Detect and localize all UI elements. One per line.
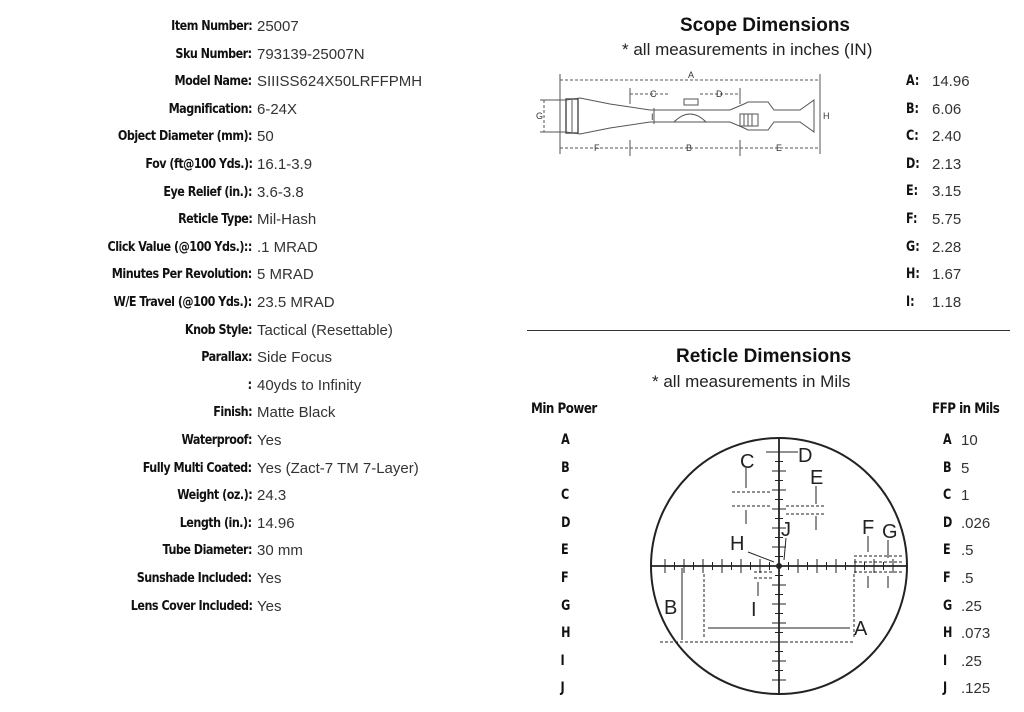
min-power-letter: E — [560, 542, 569, 559]
reticle-label-g: G — [882, 521, 898, 543]
spec-row — [0, 293, 520, 315]
spec-label: Minutes Per Revolution: — [112, 267, 252, 283]
reticle-label-j: J — [781, 519, 791, 541]
min-power-letter: G — [561, 597, 571, 614]
scope-label-d: D — [716, 89, 723, 99]
spec-label: Fov (ft@100 Yds.): — [144, 157, 252, 172]
spec-label: Fully Multi Coated: — [143, 460, 252, 476]
reticle-label-a: A — [854, 618, 868, 640]
scope-label-b: B — [686, 143, 693, 153]
ffp-letter: D — [943, 514, 953, 531]
spec-row — [0, 376, 520, 398]
spec-row — [0, 127, 520, 149]
scope-dimension-value: 2.13 — [932, 155, 962, 173]
spec-value: 40yds to Infinity — [257, 376, 362, 394]
scope-dimension-value: 2.28 — [932, 238, 962, 256]
reticle-label-h: H — [730, 533, 745, 555]
scope-label-e: E — [776, 143, 783, 153]
ffp-value: .073 — [961, 625, 991, 643]
spec-label: Magnification: — [168, 101, 252, 117]
spec-value: 6-24X — [257, 100, 298, 118]
scope-dimension-value: 1.67 — [932, 266, 962, 284]
reticle-label-i: I — [751, 599, 757, 621]
ffp-value: .25 — [961, 597, 982, 615]
scope-title: Scope Dimensions — [680, 15, 850, 36]
spec-row — [0, 72, 520, 94]
spec-label: Parallax: — [201, 350, 252, 366]
min-power-letter: F — [560, 570, 569, 586]
min-power-letter: I — [560, 652, 565, 669]
spec-value: Side Focus — [257, 349, 333, 367]
reticle-title: Reticle Dimensions — [676, 346, 852, 367]
ffp-letter: E — [943, 542, 951, 559]
ffp-letter: I — [943, 652, 948, 669]
spec-label: Knob Style: — [184, 322, 252, 338]
section-divider — [527, 330, 1010, 331]
scope-dimension-value: 1.18 — [932, 293, 962, 311]
spec-row — [0, 17, 520, 39]
spec-label: Lens Cover Included: — [130, 598, 252, 614]
ffp-letter: A — [943, 432, 952, 448]
ffp-letter: J — [943, 680, 948, 697]
scope-label-g: G — [536, 111, 544, 121]
scope-dimension-value: 14.96 — [932, 73, 970, 90]
spec-value: Tactical (Resettable) — [257, 321, 393, 339]
spec-row — [0, 541, 520, 563]
spec-row — [0, 100, 520, 122]
scope-dimension-letter: I: — [906, 293, 915, 310]
spec-value: Yes (Zact-7 TM 7-Layer) — [257, 459, 419, 477]
spec-row — [0, 514, 520, 536]
ffp-letter: F — [943, 570, 951, 586]
spec-label: Item Number: — [171, 19, 252, 34]
scope-dimension-letter: D: — [906, 155, 920, 172]
ffp-value: .125 — [961, 680, 991, 698]
min-power-letter: C — [561, 487, 570, 504]
min-power-letter: B — [561, 459, 570, 476]
spec-value: 14.96 — [257, 514, 295, 532]
reticle-subtitle: * all measurements in Mils — [652, 372, 851, 391]
ffp-value: 5 — [961, 459, 970, 477]
spec-value: Yes — [257, 597, 282, 615]
ffp-letter: G — [943, 597, 953, 614]
spec-value: 3.6-3.8 — [257, 183, 304, 201]
ffp-value: .026 — [961, 514, 991, 532]
spec-label: Length (in.): — [180, 515, 252, 531]
reticle-label-e: E — [810, 467, 824, 489]
spec-value: 5 MRAD — [257, 266, 314, 284]
scope-label-a: A — [688, 70, 695, 80]
spec-value: .1 MRAD — [257, 238, 318, 256]
spec-label: Reticle Type: — [177, 212, 252, 228]
min-power-letter: J — [560, 680, 565, 697]
spec-label: Click Value (@100 Yds.):: — [107, 239, 252, 255]
scope-label-i: I — [651, 112, 654, 122]
spec-label: Waterproof: — [181, 433, 252, 448]
ffp-letter: H — [943, 625, 953, 642]
spec-label: Weight (oz.): — [177, 488, 252, 504]
spec-row — [0, 210, 520, 232]
spec-label: Finish: — [213, 405, 252, 421]
spec-row — [0, 569, 520, 591]
spec-value: 16.1-3.9 — [257, 156, 313, 173]
spec-value: 793139-25007N — [257, 45, 365, 63]
min-power-letter: D — [561, 514, 571, 531]
scope-label-c: C — [650, 89, 657, 99]
spec-value: Yes — [257, 570, 282, 587]
min-power-letter: A — [561, 432, 570, 448]
spec-row — [0, 348, 520, 370]
spec-label: Eye Relief (in.): — [163, 184, 252, 200]
scope-dimension-letter: C: — [906, 128, 919, 145]
ffp-value: .5 — [961, 570, 974, 587]
reticle-diagram — [640, 432, 920, 702]
scope-label-f: F — [594, 143, 600, 153]
scope-dimension-letter: F: — [906, 211, 918, 227]
spec-row — [0, 597, 520, 619]
ffp-value: 10 — [961, 432, 978, 449]
spec-row — [0, 403, 520, 425]
scope-label-h: H — [823, 111, 830, 121]
scope-dimension-value: 2.40 — [932, 128, 962, 146]
scope-dimension-value: 5.75 — [932, 211, 962, 228]
spec-row — [0, 265, 520, 287]
reticle-label-d: D — [798, 445, 813, 467]
spec-label: Tube Diameter: — [162, 543, 252, 559]
ffp-letter: B — [943, 459, 952, 476]
scope-dimension-letter: A: — [906, 73, 920, 89]
spec-value: 30 mm — [257, 542, 303, 560]
scope-dimension-letter: E: — [906, 183, 919, 200]
min-power-header: Min Power — [531, 401, 597, 417]
spec-row — [0, 155, 520, 177]
spec-row — [0, 486, 520, 508]
spec-row — [0, 431, 520, 453]
spec-label: Sku Number: — [175, 46, 252, 62]
scope-dimension-letter: H: — [906, 266, 920, 283]
min-power-letter: H — [561, 625, 571, 642]
ffp-header: FFP in Mils — [932, 401, 1000, 417]
reticle-label-b: B — [664, 597, 678, 619]
spec-value: Yes — [257, 432, 282, 449]
scope-subtitle: * all measurements in inches (IN) — [622, 40, 873, 59]
spec-label: Sunshade Included: — [137, 571, 252, 586]
scope-dimension-letter: G: — [906, 238, 920, 255]
reticle-label-c: C — [740, 451, 755, 473]
spec-label: : — [248, 377, 252, 393]
spec-value: SIIISS624X50LRFFPMH — [257, 73, 423, 91]
spec-row — [0, 459, 520, 481]
ffp-value: 1 — [961, 487, 970, 505]
spec-value: 23.5 MRAD — [257, 294, 335, 311]
spec-label: Object Diameter (mm): — [117, 129, 252, 145]
spec-row — [0, 45, 520, 67]
spec-row — [0, 238, 520, 260]
spec-row — [0, 321, 520, 343]
ffp-value: .25 — [961, 652, 982, 670]
spec-value: Matte Black — [257, 404, 336, 422]
spec-value: 24.3 — [257, 487, 287, 505]
spec-value: 25007 — [257, 18, 299, 35]
reticle-label-f: F — [862, 517, 875, 539]
scope-dimension-value: 3.15 — [932, 183, 962, 201]
scope-dimension-letter: B: — [906, 100, 920, 117]
spec-label: Model Name: — [174, 74, 252, 90]
scope-diagram — [530, 66, 830, 162]
ffp-value: .5 — [961, 542, 974, 560]
ffp-letter: C — [943, 487, 952, 504]
scope-dimension-value: 6.06 — [932, 100, 962, 118]
spec-row — [0, 183, 520, 205]
spec-value: Mil-Hash — [257, 211, 317, 229]
spec-value: 50 — [257, 128, 274, 146]
spec-label: W/E Travel (@100 Yds.): — [113, 295, 252, 310]
